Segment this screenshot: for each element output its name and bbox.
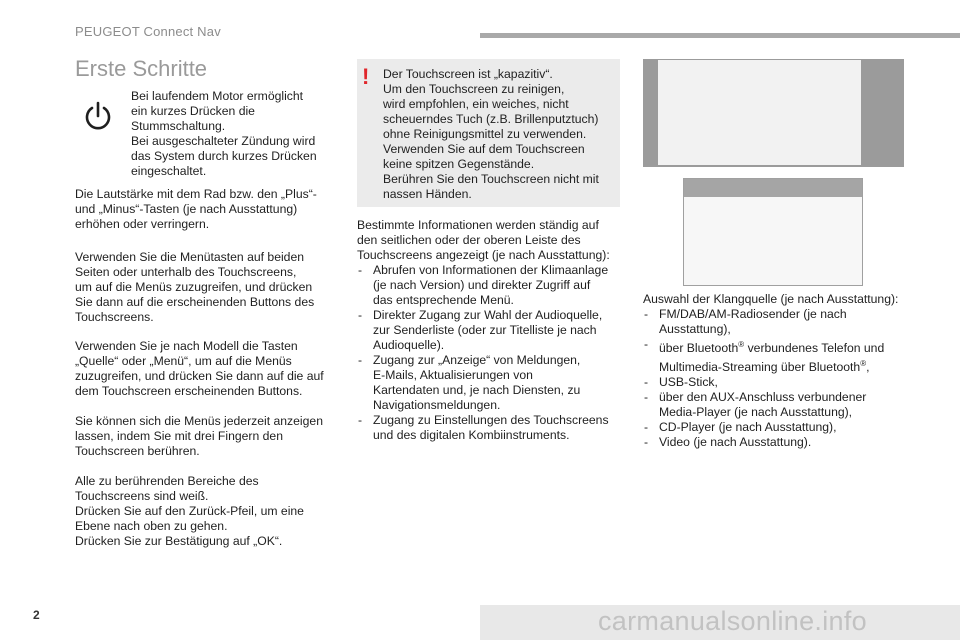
text-span: verbundenes Telefon und (744, 341, 885, 356)
text-line: Bei ausgeschalteter Zündung wird (131, 134, 316, 148)
text-line: Touchscreen berühren. (75, 444, 200, 458)
text-line: - Abrufen von Informationen der Klimaanlage (373, 263, 609, 277)
text-line: „Quelle“ oder „Menü“, um auf die Menüs (75, 354, 292, 368)
text-line: Ausstattung), (659, 322, 731, 336)
text-line: nassen Händen. (383, 187, 472, 201)
paragraph-touch-areas (75, 474, 345, 549)
paragraph-volume (75, 187, 345, 232)
manual-title: PEUGEOT Connect Nav (75, 24, 221, 39)
text-line: und des digitalen Kombiinstruments. (373, 428, 570, 442)
text-line: - Direkter Zugang zur Wahl der Audioquelle, (373, 308, 603, 322)
text-line: Kartendaten und, je nach Diensten, zu (373, 383, 581, 397)
text-line: Touchscreens angezeigt (je nach Ausstattung): (357, 248, 610, 262)
text-line: - CD-Player (je nach Ausstattung), (659, 420, 837, 435)
text-line: - FM/DAB/AM-Radiosender (je nach (659, 307, 847, 321)
info-section (357, 218, 632, 443)
list-item (357, 413, 632, 443)
text-line: den seitlichen oder der oberen Leiste des (357, 233, 581, 247)
text-line: keine spitzen Gegenstände. (383, 157, 535, 171)
text-span: , (866, 360, 870, 375)
page-number: 2 (33, 608, 40, 622)
text-line: das System durch kurzes Drücken (131, 149, 317, 163)
text-line: Verwenden Sie auf dem Touchscreen (383, 142, 585, 156)
text-line: dem Touchscreen erscheinenden Buttons. (75, 384, 303, 398)
touchscreen-display (658, 60, 861, 165)
text-span: Multimedia-Streaming über Bluetooth (659, 360, 861, 375)
text-line: Der Touchscreen ist „kapazitiv“. (383, 67, 553, 81)
list-item (643, 420, 918, 435)
text-line: ohne Reinigungsmittel zu verwenden. (383, 127, 587, 141)
audio-source-list (643, 307, 918, 450)
text-line: Alle zu berührenden Bereiche des (75, 474, 259, 488)
text-line: Bei laufendem Motor ermöglicht (131, 89, 304, 103)
info-list (357, 263, 632, 443)
text-line: um auf die Menüs zuzugreifen, und drücken (75, 280, 313, 294)
touchscreen-illustration (643, 59, 904, 167)
text-line: eingeschaltet. (131, 164, 207, 178)
text-line: erhöhen oder verringern. (75, 217, 210, 231)
text-line: - Video (je nach Ausstattung). (659, 435, 812, 450)
warning-text (383, 67, 618, 202)
audio-source-section (643, 292, 918, 450)
text-line: lassen, indem Sie mit drei Fingern den (75, 429, 283, 443)
list-item (357, 263, 632, 308)
power-description (131, 89, 331, 179)
list-item (643, 435, 918, 450)
text-line (659, 356, 918, 375)
list-item (357, 353, 632, 413)
paragraph-menu-buttons (75, 250, 345, 325)
list-item (357, 308, 632, 353)
text-line: - Zugang zur „Anzeige“ von Meldungen, (373, 353, 581, 367)
text-line: Audioquelle). (373, 338, 445, 352)
list-item (643, 375, 918, 390)
text-line: Drücken Sie auf den Zurück-Pfeil, um eine (75, 504, 304, 518)
text-line: Media-Player (je nach Ausstattung), (659, 405, 853, 420)
paragraph-source-keys (75, 339, 350, 399)
paragraph-three-fingers (75, 414, 350, 459)
list-item (643, 307, 918, 337)
text-line: E-Mails, Aktualisierungen von (373, 368, 533, 382)
text-line: Touchscreens. (75, 310, 154, 324)
registered-mark: ® (860, 359, 867, 369)
audio-source-illustration (683, 178, 863, 286)
text-line: (je nach Version) und direkter Zugriff auf (373, 278, 591, 292)
text-line: Sie können sich die Menüs jederzeit anzeigen (75, 414, 323, 428)
text-line: und „Minus“-Tasten (je nach Ausstattung) (75, 202, 298, 216)
power-icon (84, 100, 112, 132)
text-line: scheuerndes Tuch (z.B. Brillenputztuch) (383, 112, 599, 126)
text-line: Um den Touchscreen zu reinigen, (383, 82, 565, 96)
list-item (643, 337, 918, 375)
text-line: zuzugreifen, und drücken Sie dann auf die auf (75, 369, 324, 383)
registered-mark: ® (738, 340, 745, 349)
list-item (643, 390, 918, 420)
text-line: wird empfohlen, ein weiches, nicht (383, 97, 569, 111)
text-line: Touchscreens sind weiß. (75, 489, 209, 503)
text-line: Ebene nach oben zu gehen. (75, 519, 228, 533)
text-line: Sie dann auf die erscheinenden Buttons des (75, 295, 315, 309)
text-span: über Bluetooth (659, 341, 739, 356)
text-line: - über den AUX-Anschluss verbundener (659, 390, 867, 405)
text-line: Verwenden Sie je nach Modell die Tasten (75, 339, 298, 353)
screen-top-bar (684, 179, 862, 197)
text-line: - Zugang zu Einstellungen des Touchscreens (373, 413, 609, 427)
section-title: Erste Schritte (75, 56, 208, 81)
text-line: Bestimmte Informationen werden ständig auf (357, 218, 599, 232)
text-line: - USB-Stick, (659, 375, 718, 390)
text-line: Die Lautstärke mit dem Rad bzw. den „Plus“- (75, 187, 317, 201)
text-line: Drücken Sie zur Bestätigung auf „OK“. (75, 534, 283, 548)
exclamation-icon: ! (362, 64, 370, 89)
text-line: Berühren Sie den Touchscreen nicht mit (383, 172, 599, 186)
text-line: Navigationsmeldungen. (373, 398, 501, 412)
text-line: ein kurzes Drücken die (131, 104, 255, 118)
watermark: carmanualsonline.info (598, 606, 867, 636)
text-line (659, 337, 918, 356)
header-divider-bar (480, 33, 960, 38)
text-line: das entsprechende Menü. (373, 293, 514, 307)
text-line: Auswahl der Klangquelle (je nach Ausstattung): (643, 292, 899, 306)
text-line: Verwenden Sie die Menütasten auf beiden (75, 250, 305, 264)
text-line: Stummschaltung. (131, 119, 226, 133)
text-line: Seiten oder unterhalb des Touchscreens, (75, 265, 297, 279)
text-line: zur Senderliste (oder zur Titelliste je nach (373, 323, 597, 337)
